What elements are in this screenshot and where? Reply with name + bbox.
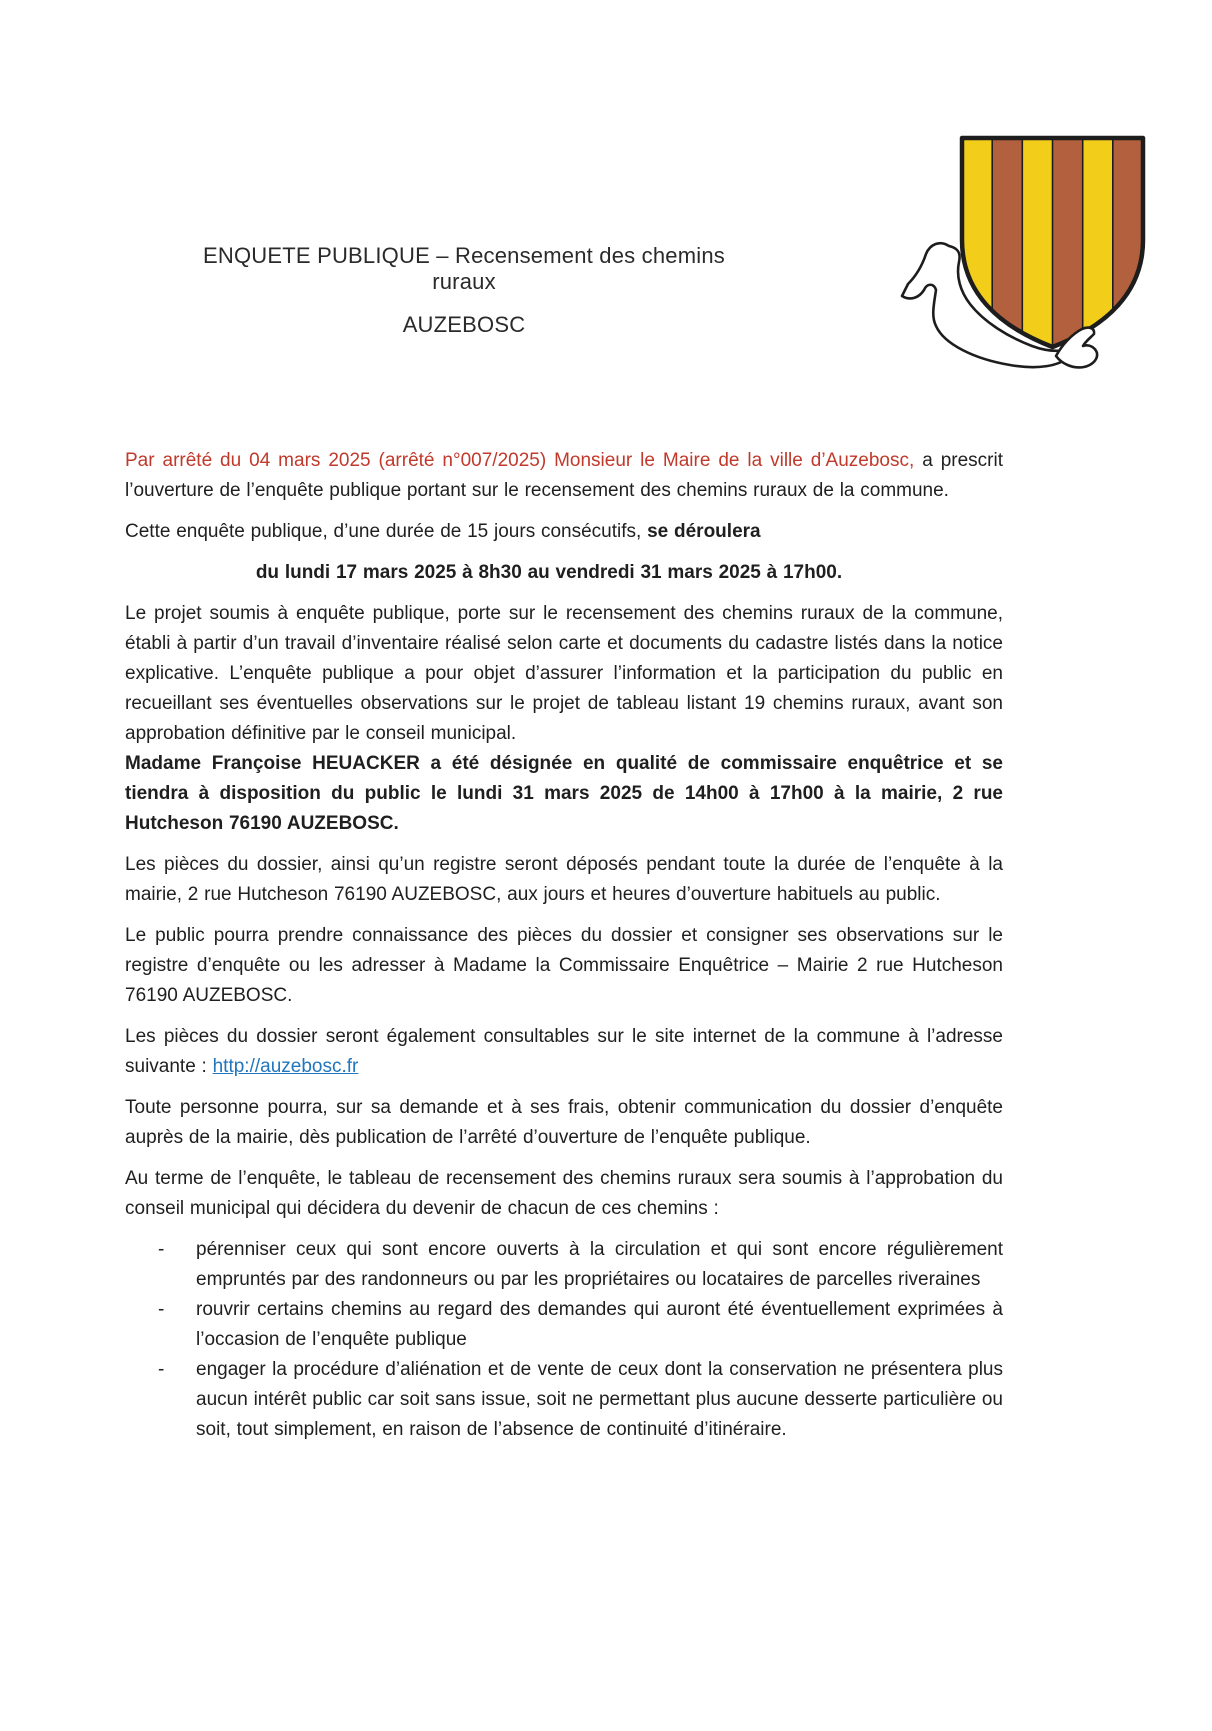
dash-bullet-icon: -	[158, 1359, 165, 1380]
document-body	[125, 446, 1003, 1445]
list-item-text: engager la procédure d’aliénation et de vente de ceux dont la conservation ne présentera plus aucun intérêt public car soit sans issue, soit ne permettant plus aucune desserte particulière ou soit, tout simplement, en raison de l’absence de continuité d’itinéraire.	[196, 1359, 1003, 1440]
title-block	[188, 243, 740, 338]
duree-text: Cette enquête publique, d’une durée de 15 jours consécutifs,	[125, 521, 648, 542]
dash-bullet-icon: -	[158, 1239, 165, 1260]
list-item	[125, 1235, 1003, 1295]
projet-text: Le projet soumis à enquête publique, porte sur le recensement des chemins ruraux de la commune, établi à partir d’un travail d’inventaire réalisé selon carte et documents du cadastre listés dans la notice explicative. L’enquête publique a pour objet d’assurer l’information et la participation du public en recueillant ses éventuelles observations sur le projet de tableau listant 19 chemins ruraux, avant son approbation définitive par le conseil municipal.	[125, 603, 1003, 744]
coat-of-arms-icon	[812, 112, 1154, 377]
paragraph-dates: du lundi 17 mars 2025 à 8h30 au vendredi 31 mars 2025 à 17h00.	[255, 562, 843, 583]
page-title: ENQUETE PUBLIQUE – Recensement des chemins ruraux	[203, 243, 725, 294]
auzebosc-website-link[interactable]: http://auzebosc.fr	[212, 1056, 359, 1077]
commissaire-text: Madame Françoise HEUACKER a été désignée en qualité de commissaire enquêtrice et se tiendra à disposition du public le lundi 31 mars 2025 de 14h00 à 17h00 à la mairie, 2 rue Hutcheson 76190 AUZEBOSC.	[125, 753, 1003, 834]
paragraph-registre: Le public pourra prendre connaissance des pièces du dossier et consigner ses observations sur le registre d’enquête ou les adresser à Madame la Commissaire Enquêtrice – Mairie 2 rue Hutcheson 76190 AUZEBOSC.	[125, 925, 1003, 1006]
arrete-rest-text: a prescrit l’ouverture de l’enquête publique portant sur le recensement des chemins ruraux de la commune.	[125, 450, 1003, 501]
paragraph-site-internet	[125, 1022, 1003, 1082]
list-item-text: rouvrir certains chemins au regard des demandes qui auront été éventuellement exprimées à l’occasion de l’enquête publique	[196, 1299, 1003, 1350]
shield-ribbon-graphic	[812, 112, 1154, 377]
paragraph-pieces-dossier: Les pièces du dossier, ainsi qu’un registre seront déposés pendant toute la durée de l’enquête à la mairie, 2 rue Hutcheson 76190 AUZEBOSC, aux jours et heures d’ouverture habituels au public.	[125, 854, 1003, 905]
arrete-red-text: Par arrêté du 04 mars 2025 (arrêté n°007/2025) Monsieur le Maire de la ville d’Auzebosc,	[125, 450, 915, 471]
paragraph-communication: Toute personne pourra, sur sa demande et à ses frais, obtenir communication du dossier d’enquête auprès de la mairie, dès publication de l’arrêté d’ouverture de l’enquête publique.	[125, 1097, 1003, 1148]
paragraph-duree	[125, 517, 1003, 547]
list-item	[125, 1355, 1003, 1445]
paragraph-arrete	[125, 446, 1003, 506]
site-internet-text: Les pièces du dossier seront également consultables sur le site internet de la commune à l’adresse suivante :	[125, 1026, 1003, 1077]
page-subtitle: AUZEBOSC	[402, 312, 526, 337]
decision-list	[125, 1235, 1003, 1445]
shield-stripes	[962, 138, 1143, 347]
list-item-text: pérenniser ceux qui sont encore ouverts à la circulation et qui sont encore régulièrement empruntés par des randonneurs ou par les propriétaires ou locataires de parcelles riveraines	[196, 1239, 1003, 1290]
paragraph-terme-enquete: Au terme de l’enquête, le tableau de recensement des chemins ruraux sera soumis à l’approbation du conseil municipal qui décidera du devenir de chacun de ces chemins :	[125, 1168, 1003, 1219]
dash-bullet-icon: -	[158, 1299, 165, 1320]
paragraph-projet	[125, 599, 1003, 839]
list-item	[125, 1295, 1003, 1355]
duree-bold-text: se déroulera	[647, 521, 761, 542]
